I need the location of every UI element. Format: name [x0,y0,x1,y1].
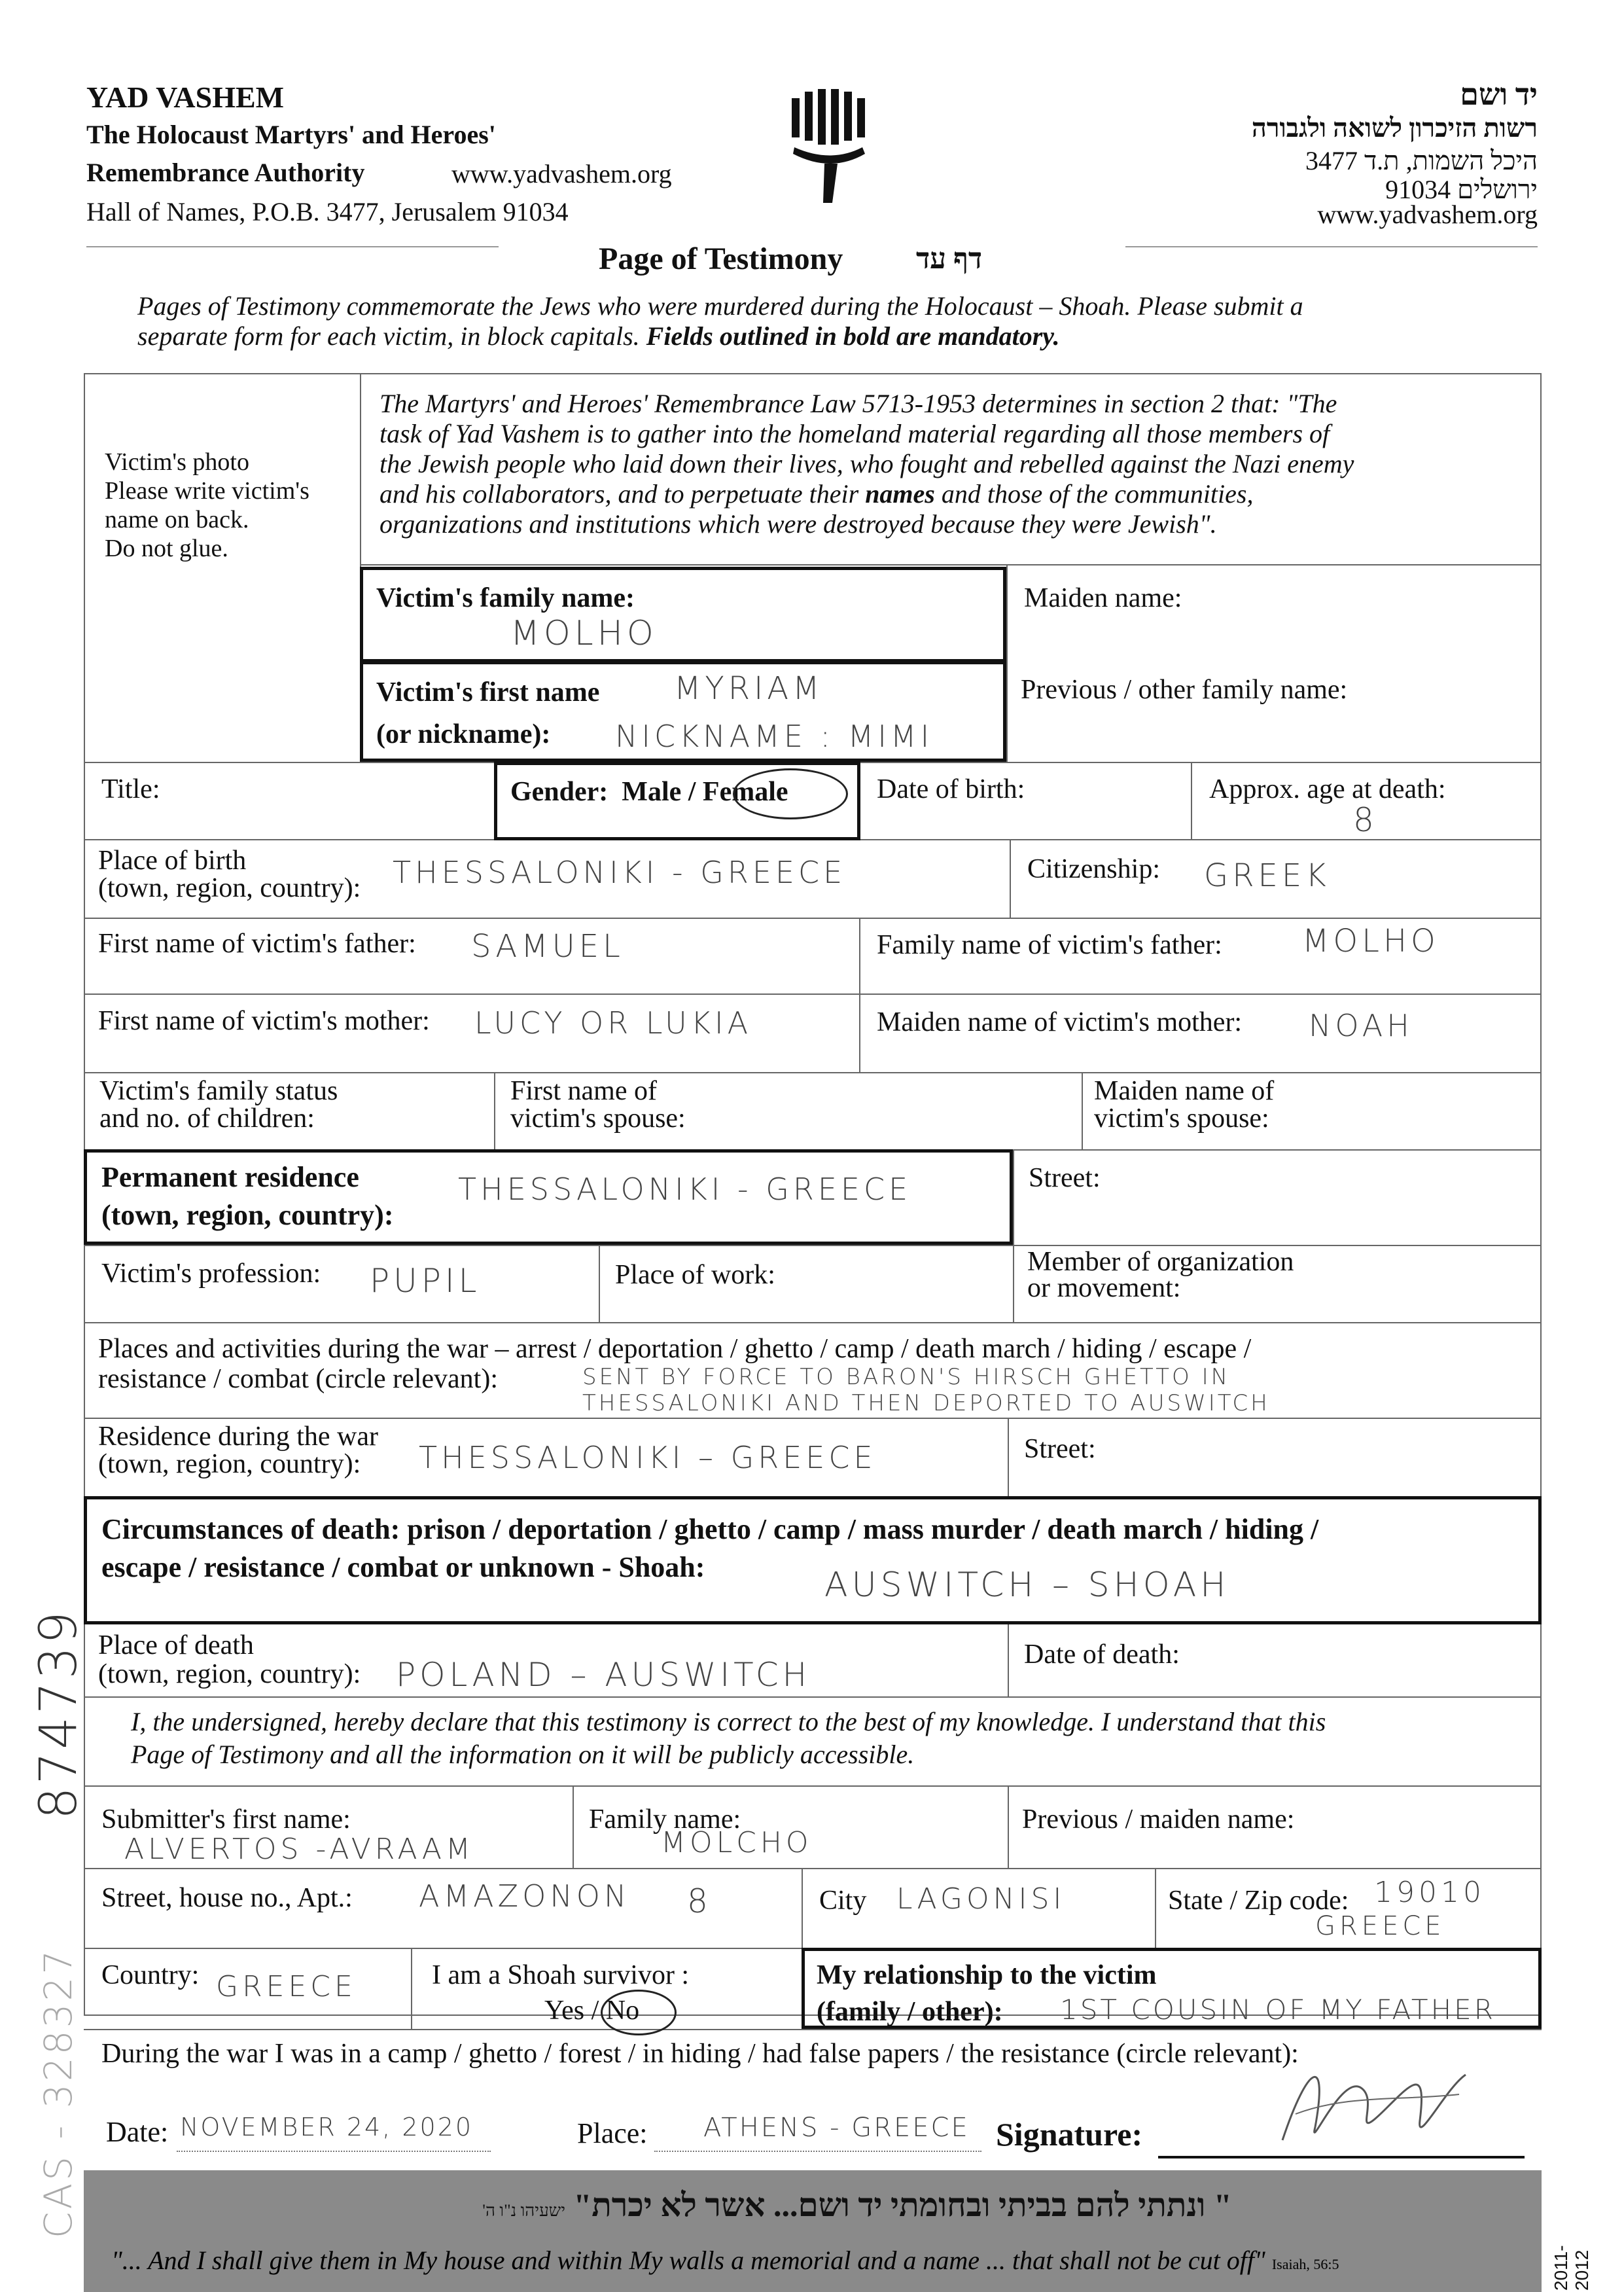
form-year-code: 2011-2012 [1551,2245,1592,2291]
org-address: Hall of Names, P.O.B. 3477, Jerusalem 91034 [86,197,569,226]
footer-english-quote: "... And I shall give them in My house and within My walls a memorial and a name ... that shall not be cut off" Isaiah, 56:5 [111,2246,1339,2275]
heb-website: www.yadvashem.org [1317,200,1538,229]
father-first-value[interactable]: SAMUEL [471,928,624,965]
submitter-first-value[interactable]: ALVERTOS -AVRAAM [124,1833,474,1866]
law-text: The Martyrs' and Heroes' Remembrance Law 5713-1953 determines in section 2 that: "The task of Yad Vashem is to gather into the homeland material regarding all those members of the Jewish people who laid down their lives, who fought and rebelled against the Nazi enemy and his collaborators, and to perpetuate their names and those of the communities, organizations and institutions which were destroyed because they were Jewish". [380,389,1354,539]
org-name: YAD VASHEM [86,81,285,114]
pob-value[interactable]: THESSALONIKI - GREECE [393,855,847,890]
age-label: Approx. age at death: [1209,774,1446,804]
pod-label: Place of death (town, region, country): [98,1630,361,1689]
survivor-label: I am a Shoah survivor : [432,1960,690,1990]
no-circle [601,1990,677,2035]
org-line-3: Remembrance Authority [86,158,365,187]
city-value[interactable]: LAGONISI [896,1882,1066,1916]
prev-name-label: Previous / other family name: [1021,675,1348,705]
activities-value-1[interactable]: SENT BY FORCE TO BARON'S HIRSCH GHETTO IN [582,1364,1231,1390]
place-label: Place: [577,2117,648,2149]
submitter-family-label: Family name: [589,1804,741,1835]
war-residence-label: Residence during the war (town, region, country): [98,1422,379,1479]
nickname-value[interactable]: NICKNAME : MIMI [615,719,934,754]
page-title: Page of Testimony [599,242,843,276]
residence-value[interactable]: THESSALONIKI - GREECE [458,1172,912,1207]
street-house-label: Street, house no., Apt.: [101,1883,353,1913]
work-label: Place of work: [615,1260,775,1290]
place-value[interactable]: ATHENS - GREECE [703,2113,970,2143]
org-website: www.yadvashem.org [451,159,672,188]
mother-first-label: First name of victim's mother: [98,1006,430,1036]
submitter-first-label: Submitter's first name: [101,1804,351,1835]
activities-value-2[interactable]: THESSALONIKI AND THEN DEPORTED TO AUSWITCH [582,1390,1270,1416]
intro-line-1: Pages of Testimony commemorate the Jews who were murdered during the Holocaust – Shoah. Please submit a [137,291,1303,321]
zip-value[interactable]: 19010 [1374,1876,1485,1909]
page-title-hebrew: דף עד [916,243,983,275]
profession-label: Victim's profession: [101,1259,321,1289]
relationship-label: My relationship to the victim (family / other): [817,1960,1157,2027]
first-name-label: Victim's first name [376,677,600,707]
heb-line-3: היכל השמות, ת.ד 3477 [1305,146,1538,175]
profession-value[interactable]: PUPIL [370,1262,481,1300]
heb-line-4: ירושלים 91034 [1385,175,1538,204]
gender-female-option[interactable]: Female [702,777,788,807]
dob-label: Date of birth: [877,774,1025,804]
gender-field: Gender: Male / Female [510,777,788,807]
submitter-family-value[interactable]: MOLCHO [661,1826,813,1859]
country-label: Country: [101,1960,200,1990]
submitter-prev-label: Previous / maiden name: [1022,1804,1295,1835]
survivor-options: Yes / No [544,1996,640,2026]
zip-country-value[interactable]: GREECE [1315,1911,1445,1941]
org-line-2: The Holocaust Martyrs' and Heroes' [86,120,496,149]
first-name-value[interactable]: MYRIAM [674,670,824,707]
member-label: Member of organization or movement: [1027,1247,1294,1303]
residence-label: Permanent residence (town, region, country): [101,1161,394,1231]
war-street-label: Street: [1024,1434,1096,1464]
menorah-logo-icon [785,85,877,209]
female-circle [733,768,848,819]
dod-label: Date of death: [1024,1639,1180,1670]
mother-maiden-value[interactable]: NOAH [1309,1008,1413,1043]
citizenship-value[interactable]: GREEK [1204,857,1330,894]
mother-maiden-label: Maiden name of victim's mother: [877,1007,1243,1037]
footer-hebrew-quote: " ונתתי להם בביתי ובחומתי יד ושם... אשר לא יכרת" ישעיהו נ"ו ה' [482,2187,1232,2223]
family-name-label: Victim's family name: [376,583,635,613]
pob-label: Place of birth (town, region, country): [98,846,361,903]
maiden-name-label: Maiden name: [1024,583,1182,613]
survivor-no-option[interactable]: No [605,1996,640,2026]
signature-scribble-icon [1269,2049,1479,2163]
spouse-maiden-label: Maiden name of victim's spouse: [1094,1076,1275,1134]
father-first-label: First name of victim's father: [98,929,416,959]
margin-case-number: CAS - 328327 [36,1947,80,2238]
father-family-label: Family name of victim's father: [877,930,1222,960]
war-residence-value[interactable]: THESSALONIKI – GREECE [419,1440,877,1475]
photo-instructions: Victim's photo Please write victim's name on back. Do not glue. [105,448,309,562]
country-value[interactable]: GREECE [216,1970,357,2003]
death-circ-label: Circumstances of death: prison / deportation / ghetto / camp / mass murder / death march / hiding / escape / resistance / combat or unknown - Shoah: [101,1513,1319,1583]
date-label: Date: [106,2116,169,2148]
city-label: City [819,1886,867,1916]
father-family-value[interactable]: MOLHO [1302,923,1439,959]
relationship-value[interactable]: 1ST COUSIN OF MY FATHER [1060,1994,1496,2026]
heb-line-2: רשות הזיכרון לשואה ולגבורה [1251,113,1538,143]
intro-line-2: separate form for each victim, in block capitals. Fields outlined in bold are mandatory. [137,321,1060,351]
pod-value[interactable]: POLAND – AUSWITCH [396,1656,811,1694]
heb-org-name: יד ושם [1460,78,1538,111]
title-label: Title: [101,774,160,804]
during-war-label: During the war I was in a camp / ghetto / forest / in hiding / had false papers / the resistance (circle relevant): [101,2039,1299,2069]
house-number-value[interactable]: 8 [687,1882,712,1920]
citizenship-label: Citizenship: [1027,854,1160,884]
family-name-box [360,567,1006,662]
mother-first-value[interactable]: LUCY OR LUKIA [474,1005,752,1041]
street-house-value[interactable]: AMAZONON [419,1878,631,1914]
family-name-value[interactable]: MOLHO [510,614,658,653]
family-status-label: Victim's family status and no. of children: [99,1076,338,1134]
date-value[interactable]: NOVEMBER 24, 2020 [180,2113,474,2141]
nickname-label: (or nickname): [376,719,551,749]
spouse-first-label: First name of victim's spouse: [510,1076,686,1134]
zip-label: State / Zip code: [1168,1886,1349,1916]
signature-label: Signature: [996,2116,1143,2153]
margin-doc-number: 874739 [29,1609,88,1819]
death-circ-value[interactable]: AUSWITCH – SHOAH [824,1566,1230,1605]
street-label: Street: [1029,1163,1101,1193]
activities-label: Places and activities during the war – arrest / deportation / ghetto / camp / death march / hiding / escape / resistance / combat (circle relevant): [98,1334,1252,1394]
age-value[interactable]: 8 [1353,801,1378,839]
declaration: I, the undersigned, hereby declare that this testimony is correct to the best of my knowledge. I understand that this Page of Testimony and all the information on it will be publicly accessible. [131,1707,1326,1769]
